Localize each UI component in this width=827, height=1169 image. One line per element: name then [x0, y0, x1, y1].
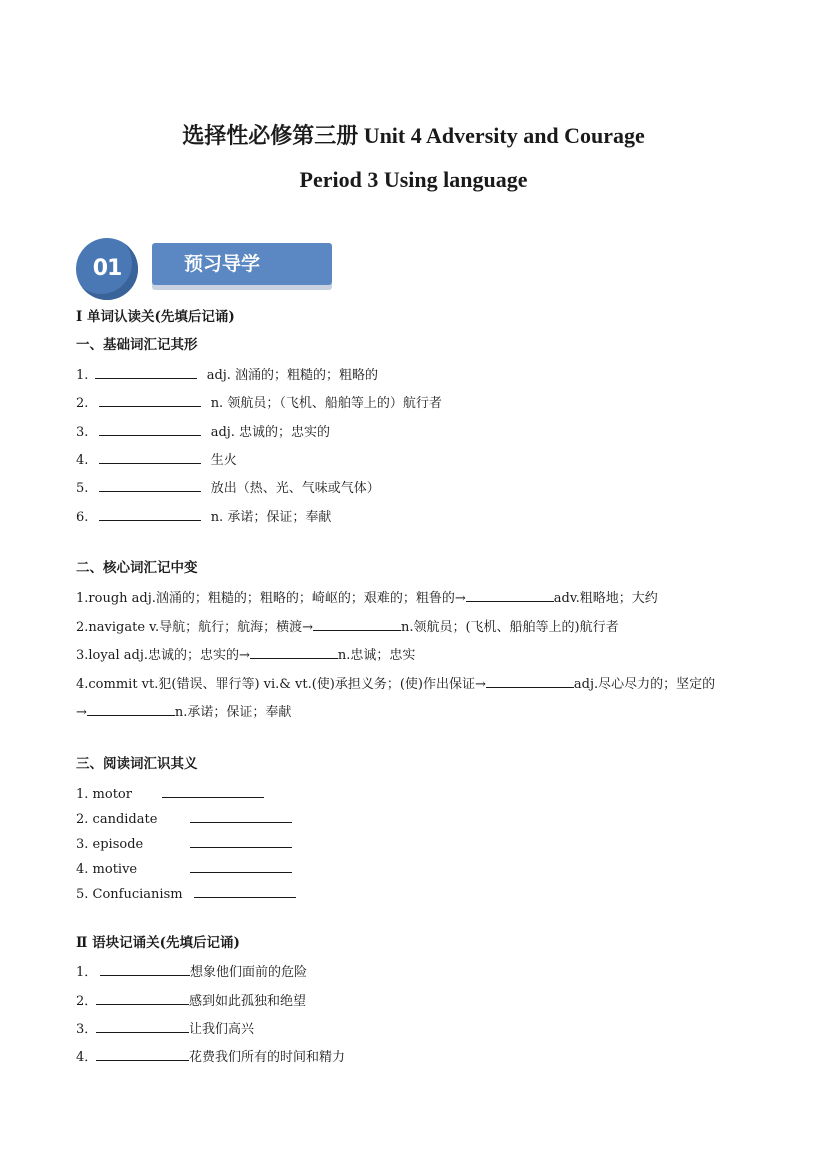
part2-item — [76, 588, 658, 608]
answer-blank[interactable] — [99, 450, 201, 464]
answer-blank[interactable] — [190, 834, 292, 848]
item-number: 5. — [76, 481, 89, 496]
part3-item — [76, 859, 292, 879]
item-prompt: 2.navigate v.导航；航行；航海；横渡→ — [76, 620, 313, 635]
answer-blank[interactable] — [466, 588, 554, 602]
part1-item — [76, 365, 378, 385]
item-prompt: → — [76, 705, 87, 720]
item-prompt: 4.commit vt.犯(错误、罪行等) vi.& vt.(使)承担义务；(使)作出保证→ — [76, 677, 486, 692]
answer-blank[interactable] — [100, 962, 190, 976]
part3-item — [76, 784, 264, 804]
banner-label-box — [152, 243, 332, 285]
section2-heading: Ⅱ 语块记诵关(先填后记诵) — [76, 935, 240, 951]
answer-blank[interactable] — [99, 507, 201, 521]
section-banner — [76, 234, 336, 304]
item-number: 6. — [76, 510, 89, 525]
answer-blank[interactable] — [99, 422, 201, 436]
item-definition: n. 承诺；保证；奉献 — [210, 510, 332, 525]
item-text: 想象他们面前的危险 — [190, 965, 308, 980]
item-text: 感到如此孤独和绝望 — [189, 994, 307, 1009]
answer-blank[interactable] — [190, 809, 292, 823]
part1-item — [76, 422, 330, 442]
answer-blank[interactable] — [96, 1047, 189, 1061]
item-number: 2． — [76, 994, 98, 1009]
part2-item — [76, 674, 715, 694]
item-number: 1． — [76, 965, 98, 980]
part1-heading: 一、基础词汇记其形 — [76, 337, 198, 353]
item-definition: n.领航员；(飞机、船舶等上的)航行者 — [400, 620, 619, 635]
item-word: 2. candidate — [76, 812, 158, 827]
part3-item — [76, 884, 296, 904]
item-word: 1. motor — [76, 787, 132, 802]
part1-item — [76, 478, 380, 498]
answer-blank[interactable] — [313, 617, 401, 631]
part2-item — [76, 702, 291, 722]
item-definition: n. 领航员；（飞机、船舶等上的）航行者 — [210, 396, 442, 411]
item-definition: n.承诺；保证；奉献 — [174, 705, 292, 720]
answer-blank[interactable] — [87, 702, 175, 716]
item-word: 4. motive — [76, 862, 138, 877]
answer-blank[interactable] — [250, 645, 338, 659]
answer-blank[interactable] — [95, 365, 197, 379]
answer-blank[interactable] — [162, 784, 264, 798]
item-definition: n.忠诚；忠实 — [337, 648, 416, 663]
item-definition: adv.粗略地；大约 — [553, 591, 658, 606]
item-number: 4． — [76, 1050, 98, 1065]
section1-heading: Ⅰ 单词认读关(先填后记诵) — [76, 309, 235, 325]
answer-blank[interactable] — [190, 859, 292, 873]
answer-blank[interactable] — [96, 1019, 189, 1033]
part2-heading: 二、核心词汇记中变 — [76, 560, 198, 576]
item-number: 4. — [76, 453, 89, 468]
answer-blank[interactable] — [99, 393, 201, 407]
item-text: 让我们高兴 — [189, 1022, 255, 1037]
item-definition: 生火 — [210, 453, 237, 468]
item-definition: adj. 忠诚的；忠实的 — [210, 425, 331, 440]
item-word: 5. Confucianism — [76, 887, 183, 902]
part2-item — [76, 617, 619, 637]
section2-item — [76, 1019, 254, 1039]
part3-item — [76, 834, 292, 854]
item-definition: adj.尽心尽力的；坚定的 — [573, 677, 716, 692]
page-title: 选择性必修第三册 Unit 4 Adversity and Courage — [182, 123, 645, 148]
answer-blank[interactable] — [194, 884, 296, 898]
section2-item — [76, 1047, 345, 1067]
item-prompt: 1.rough adj.汹涌的；粗糙的；粗略的；崎岖的；艰难的；粗鲁的→ — [76, 591, 466, 606]
answer-blank[interactable] — [96, 991, 189, 1005]
item-word: 3. episode — [76, 837, 144, 852]
banner-label: 预习导学 — [183, 253, 260, 275]
item-definition: adj. 汹涌的；粗糙的；粗略的 — [206, 368, 379, 383]
section2-item — [76, 991, 306, 1011]
part1-item — [76, 450, 237, 470]
page-subtitle: Period 3 Using language — [299, 167, 528, 192]
item-number: 2. — [76, 396, 89, 411]
answer-blank[interactable] — [99, 478, 201, 492]
answer-blank[interactable] — [486, 674, 574, 688]
item-prompt: 3.loyal adj.忠诚的；忠实的→ — [76, 648, 250, 663]
banner-number-badge — [76, 238, 138, 300]
section2-item — [76, 962, 307, 982]
item-number: 3. — [76, 425, 89, 440]
part1-item — [76, 393, 442, 413]
part3-item — [76, 809, 292, 829]
part2-item — [76, 645, 415, 665]
item-definition: 放出（热、光、气味或气体） — [210, 481, 380, 496]
part1-item — [76, 507, 331, 527]
item-number: 1. — [76, 368, 89, 383]
item-number: 3． — [76, 1022, 98, 1037]
banner-number: 01 — [92, 256, 122, 281]
item-text: 花费我们所有的时间和精力 — [189, 1050, 346, 1065]
part3-heading: 三、阅读词汇识其义 — [76, 756, 198, 772]
